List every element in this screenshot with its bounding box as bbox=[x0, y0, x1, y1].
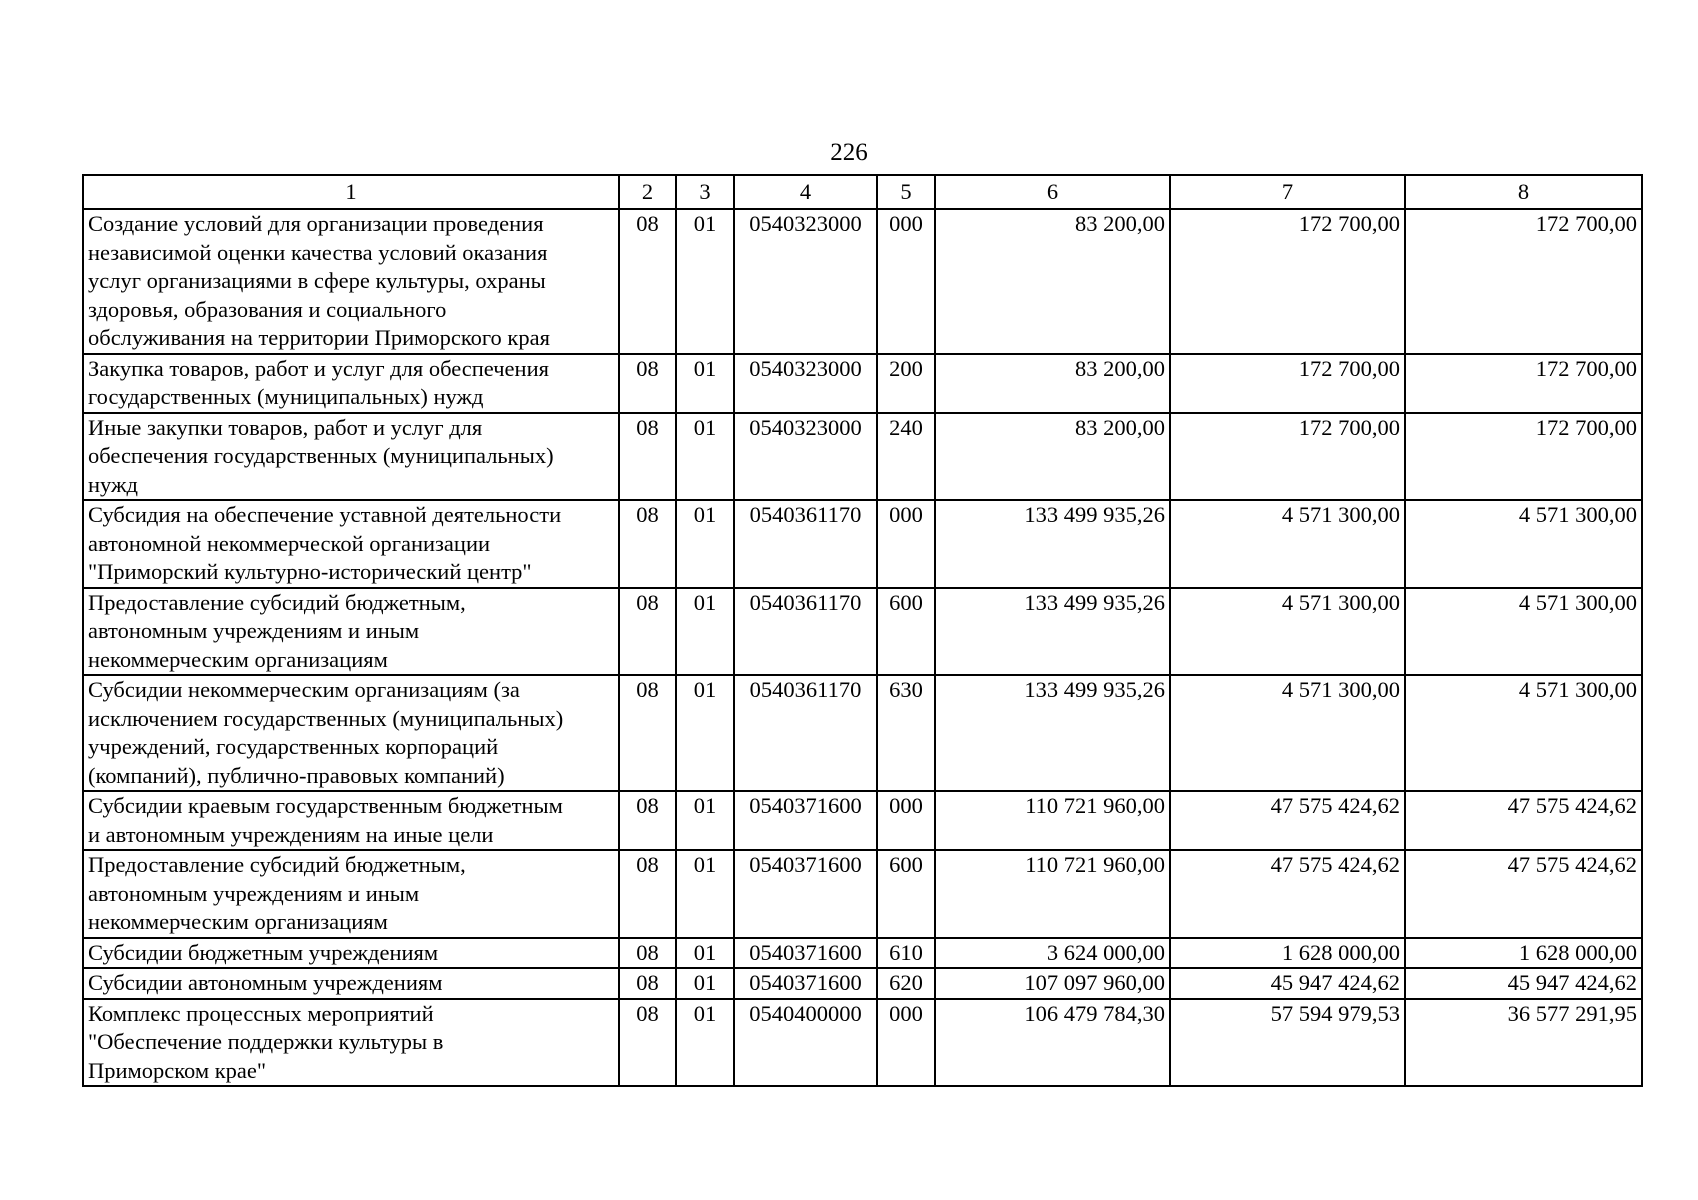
subsection-code-cell: 01 bbox=[676, 354, 734, 413]
amount-col7-cell: 4 571 300,00 bbox=[1170, 500, 1405, 588]
table-row bbox=[83, 500, 1642, 588]
subsection-code-cell: 01 bbox=[676, 999, 734, 1087]
row-name-line: Создание условий для организации проведения bbox=[88, 211, 544, 236]
row-name-cell bbox=[83, 413, 619, 501]
amount-col8-cell: 47 575 424,62 bbox=[1405, 850, 1642, 938]
row-name-line: учреждений, государственных корпораций bbox=[88, 734, 499, 759]
table-row bbox=[83, 675, 1642, 791]
section-code-cell: 08 bbox=[619, 413, 676, 501]
target-article-cell: 0540371600 bbox=[734, 791, 877, 850]
header-cell: 4 bbox=[734, 175, 877, 209]
row-name-line: Субсидии некоммерческим организациям (за bbox=[88, 677, 520, 702]
row-name-cell bbox=[83, 500, 619, 588]
target-article-cell: 0540400000 bbox=[734, 999, 877, 1087]
row-name-line: Комплекс процессных мероприятий bbox=[88, 1000, 434, 1026]
row-name-line: Субсидии краевым государственным бюджетным bbox=[88, 793, 563, 818]
amount-col7-cell: 172 700,00 bbox=[1170, 209, 1405, 354]
amount-col6-cell: 133 499 935,26 bbox=[935, 588, 1170, 676]
table-row bbox=[83, 413, 1642, 501]
amount-col6-cell: 110 721 960,00 bbox=[935, 850, 1170, 938]
target-article-cell: 0540323000 bbox=[734, 209, 877, 354]
amount-col7-cell: 47 575 424,62 bbox=[1170, 791, 1405, 850]
amount-col6-cell: 110 721 960,00 bbox=[935, 791, 1170, 850]
target-article-cell: 0540323000 bbox=[734, 413, 877, 501]
target-article-cell: 0540361170 bbox=[734, 588, 877, 676]
amount-col7-cell: 1 628 000,00 bbox=[1170, 938, 1405, 969]
expense-type-cell: 000 bbox=[877, 999, 935, 1087]
target-article-cell: 0540371600 bbox=[734, 938, 877, 969]
amount-col7-cell: 57 594 979,53 bbox=[1170, 999, 1405, 1087]
row-name-cell bbox=[83, 354, 619, 413]
target-article-cell: 0540361170 bbox=[734, 500, 877, 588]
expense-type-cell: 600 bbox=[877, 850, 935, 938]
header-cell: 7 bbox=[1170, 175, 1405, 209]
amount-col6-cell: 133 499 935,26 bbox=[935, 675, 1170, 791]
row-name-cell bbox=[83, 850, 619, 938]
header-row bbox=[83, 175, 1642, 209]
target-article-cell: 0540371600 bbox=[734, 968, 877, 999]
table-row bbox=[83, 354, 1642, 413]
amount-col7-cell: 172 700,00 bbox=[1170, 354, 1405, 413]
row-name-line: "Обеспечение поддержки культуры в bbox=[88, 1029, 444, 1054]
section-code-cell: 08 bbox=[619, 968, 676, 999]
row-name-line: Закупка товаров, работ и услуг для обеспечения bbox=[88, 355, 549, 381]
row-name-line: независимой оценки качества условий оказания bbox=[88, 239, 548, 265]
section-code-cell: 08 bbox=[619, 588, 676, 676]
amount-col8-cell: 36 577 291,95 bbox=[1405, 999, 1642, 1087]
amount-col7-cell: 45 947 424,62 bbox=[1170, 968, 1405, 999]
section-code-cell: 08 bbox=[619, 850, 676, 938]
subsection-code-cell: 01 bbox=[676, 791, 734, 850]
section-code-cell: 08 bbox=[619, 209, 676, 354]
page-number: 226 bbox=[830, 139, 868, 166]
subsection-code-cell: 01 bbox=[676, 500, 734, 588]
row-name-line: Предоставление субсидий бюджетным, bbox=[88, 852, 466, 877]
subsection-code-cell: 01 bbox=[676, 588, 734, 676]
expense-type-cell: 620 bbox=[877, 968, 935, 999]
row-name-line: автономным учреждениям и иным bbox=[88, 618, 420, 643]
amount-col6-cell: 107 097 960,00 bbox=[935, 968, 1170, 999]
row-name-line: обеспечения государственных (муниципальных) bbox=[88, 443, 554, 468]
expense-type-cell: 000 bbox=[877, 500, 935, 588]
target-article-cell: 0540371600 bbox=[734, 850, 877, 938]
row-name-cell bbox=[83, 938, 619, 969]
subsection-code-cell: 01 bbox=[676, 850, 734, 938]
section-code-cell: 08 bbox=[619, 500, 676, 588]
row-name-line: услуг организациями в сфере культуры, охраны bbox=[88, 268, 546, 293]
row-name-line: нужд bbox=[88, 471, 138, 497]
table-body bbox=[83, 209, 1642, 1086]
amount-col6-cell: 3 624 000,00 bbox=[935, 938, 1170, 969]
row-name-line: Предоставление субсидий бюджетным, bbox=[88, 589, 466, 615]
header-cell: 8 bbox=[1405, 175, 1642, 209]
row-name-cell bbox=[83, 209, 619, 354]
table-row bbox=[83, 999, 1642, 1087]
section-code-cell: 08 bbox=[619, 675, 676, 791]
amount-col8-cell: 172 700,00 bbox=[1405, 209, 1642, 354]
table-row bbox=[83, 938, 1642, 969]
row-name-line: некоммерческим организациям bbox=[88, 646, 388, 672]
section-code-cell: 08 bbox=[619, 791, 676, 850]
amount-col7-cell: 47 575 424,62 bbox=[1170, 850, 1405, 938]
row-name-line: государственных (муниципальных) нужд bbox=[88, 384, 484, 409]
row-name-line: автономной некоммерческой организации bbox=[88, 530, 491, 556]
row-name-cell bbox=[83, 791, 619, 850]
amount-col7-cell: 4 571 300,00 bbox=[1170, 675, 1405, 791]
row-name-cell bbox=[83, 675, 619, 791]
expense-type-cell: 240 bbox=[877, 413, 935, 501]
row-name-line: обслуживания на территории Приморского края bbox=[88, 325, 550, 350]
row-name-line: некоммерческим организациям bbox=[88, 909, 388, 934]
amount-col8-cell: 45 947 424,62 bbox=[1405, 968, 1642, 999]
amount-col8-cell: 47 575 424,62 bbox=[1405, 791, 1642, 850]
amount-col7-cell: 4 571 300,00 bbox=[1170, 588, 1405, 676]
subsection-code-cell: 01 bbox=[676, 413, 734, 501]
section-code-cell: 08 bbox=[619, 354, 676, 413]
amount-col8-cell: 4 571 300,00 bbox=[1405, 588, 1642, 676]
amount-col6-cell: 83 200,00 bbox=[935, 354, 1170, 413]
row-name-line: (компаний), публично-правовых компаний) bbox=[88, 762, 505, 788]
section-code-cell: 08 bbox=[619, 938, 676, 969]
target-article-cell: 0540323000 bbox=[734, 354, 877, 413]
subsection-code-cell: 01 bbox=[676, 938, 734, 969]
header-cell: 2 bbox=[619, 175, 676, 209]
amount-col8-cell: 1 628 000,00 bbox=[1405, 938, 1642, 969]
row-name-line: Субсидии автономным учреждениям bbox=[88, 970, 443, 995]
budget-table bbox=[82, 174, 1643, 1087]
row-name-line: Субсидии бюджетным учреждениям bbox=[88, 939, 439, 965]
expense-type-cell: 600 bbox=[877, 588, 935, 676]
expense-type-cell: 630 bbox=[877, 675, 935, 791]
row-name-cell bbox=[83, 968, 619, 999]
table-row bbox=[83, 791, 1642, 850]
amount-col8-cell: 172 700,00 bbox=[1405, 413, 1642, 501]
table-row bbox=[83, 850, 1642, 938]
row-name-cell bbox=[83, 588, 619, 676]
row-name-line: Приморском крае" bbox=[88, 1057, 267, 1083]
amount-col6-cell: 106 479 784,30 bbox=[935, 999, 1170, 1087]
amount-col6-cell: 83 200,00 bbox=[935, 209, 1170, 354]
row-name-line: автономным учреждениям и иным bbox=[88, 880, 420, 906]
row-name-line: Субсидия на обеспечение уставной деятельности bbox=[88, 502, 562, 527]
amount-col6-cell: 83 200,00 bbox=[935, 413, 1170, 501]
header-cell: 6 bbox=[935, 175, 1170, 209]
table-row bbox=[83, 209, 1642, 354]
row-name-line: и автономным учреждениям на иные цели bbox=[88, 821, 494, 847]
amount-col8-cell: 4 571 300,00 bbox=[1405, 500, 1642, 588]
row-name-line: здоровья, образования и социального bbox=[88, 296, 447, 322]
subsection-code-cell: 01 bbox=[676, 968, 734, 999]
table-row bbox=[83, 588, 1642, 676]
amount-col8-cell: 172 700,00 bbox=[1405, 354, 1642, 413]
row-name-line: исключением государственных (муниципальных) bbox=[88, 705, 564, 731]
expense-type-cell: 000 bbox=[877, 209, 935, 354]
header-cell: 3 bbox=[676, 175, 734, 209]
row-name-cell bbox=[83, 999, 619, 1087]
amount-col6-cell: 133 499 935,26 bbox=[935, 500, 1170, 588]
expense-type-cell: 610 bbox=[877, 938, 935, 969]
amount-col7-cell: 172 700,00 bbox=[1170, 413, 1405, 501]
amount-col8-cell: 4 571 300,00 bbox=[1405, 675, 1642, 791]
table-row bbox=[83, 968, 1642, 999]
row-name-line: Иные закупки товаров, работ и услуг для bbox=[88, 414, 483, 440]
subsection-code-cell: 01 bbox=[676, 675, 734, 791]
target-article-cell: 0540361170 bbox=[734, 675, 877, 791]
row-name-line: "Приморский культурно-исторический центр" bbox=[88, 559, 532, 584]
header-cell: 1 bbox=[83, 175, 619, 209]
expense-type-cell: 000 bbox=[877, 791, 935, 850]
header-cell: 5 bbox=[877, 175, 935, 209]
section-code-cell: 08 bbox=[619, 999, 676, 1087]
expense-type-cell: 200 bbox=[877, 354, 935, 413]
subsection-code-cell: 01 bbox=[676, 209, 734, 354]
